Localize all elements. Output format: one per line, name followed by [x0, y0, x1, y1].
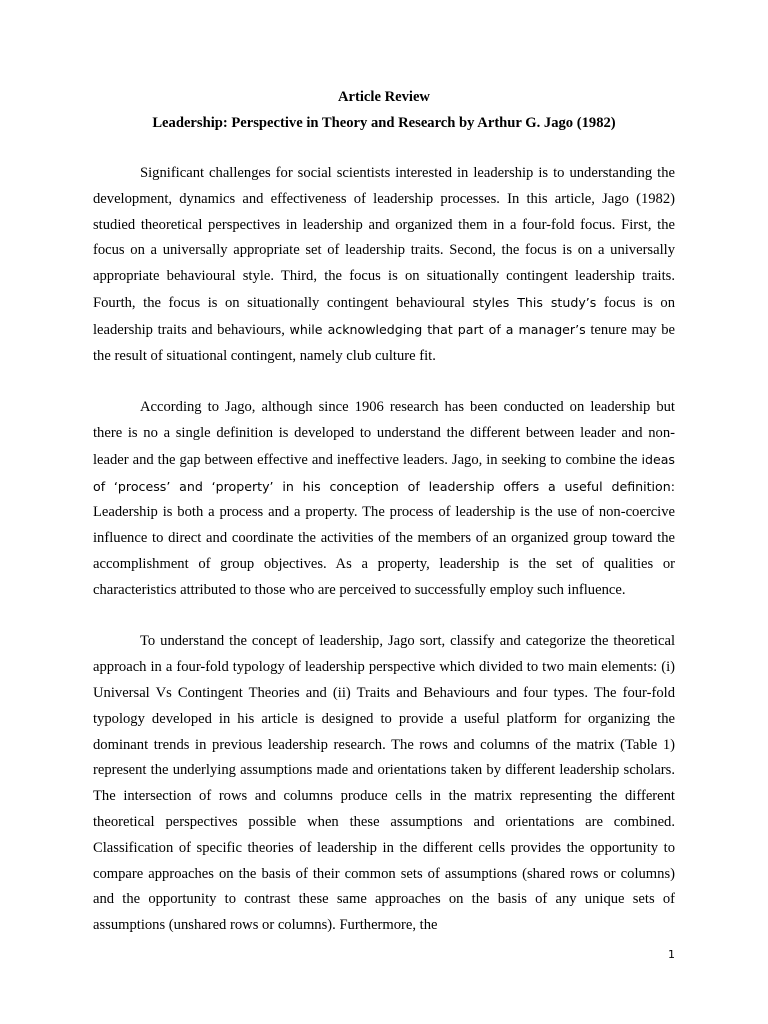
article-body: [93, 161, 675, 939]
paragraph-1-text-a: Significant challenges for social scientists interested in leadership is to understanding the development, dynamics and effectiveness of leadership processes. In this article, Jago (1982) studied theoretical perspectives in leadership and organized them in a four-fold focus. First, the focus on a universally appropriate set of leadership traits. Second, the focus is on a universally appropriate behavioural style. Third, the focus is on situationally contingent leadership traits. Fourth, the focus is on situationally contingent behavioural: [93, 165, 675, 311]
paragraph-1-text-b: styles This study’s: [472, 294, 597, 310]
paragraph-2-text-c: Leadership is both a process and a property. The process of leadership is the use of non-coercive influence to direct and coordinate the activities of the members of an organized group toward the accomplishment of group objectives. As a property, leadership is the set of qualities or characteristics attributed to those who are perceived to successfully employ such influence.: [93, 504, 675, 598]
paragraph-3: [93, 629, 675, 939]
paragraph-3-text-a: To understand the concept of leadership, Jago sort, classify and categorize the theoretical approach in a four-fold typology of leadership perspective which divided to two main elements: (i) Universal Vs Contingent Theories and (ii) Traits and Behaviours and four types. The four-fold typology developed in his article is designed to provide a useful platform for organizing the dominant trends in previous leadership research. The rows and columns of the matrix (Table 1) represent the underlying assumptions made and orientations taken by different leadership scholars. The intersection of rows and columns produce cells in the matrix representing the different theoretical perspectives possible when these assumptions and orientations are combined. Classification of specific theories of leadership in the different cells provides the opportunity to compare approaches on the basis of their common sets of assumptions (shared rows or columns) and the opportunity to contrast these same approaches on the basis of any unique sets of assumptions (unshared rows or columns). Furthermore, the: [93, 633, 675, 934]
paragraph-1-text-c: focus is on leadership traits and behaviours,: [93, 294, 675, 338]
paragraph-1-text-e: tenure may be the result of situational contingent, namely club culture fit.: [93, 321, 676, 364]
page-number: 1: [668, 948, 675, 961]
paragraph-2: [93, 395, 675, 603]
article-subtitle: Leadership: Perspective in Theory and Research by Arthur G. Jago (1982): [152, 115, 616, 131]
paragraph-2-text-b: ideas of ‘process’ and ‘property’ in his conception of leadership offers a useful definition:: [93, 451, 675, 494]
paragraph-1-text-d: while acknowledging that part of a manager’s: [289, 321, 586, 337]
paragraph-2-text-a: According to Jago, although since 1906 research has been conducted on leadership but there is no a single definition is developed to understand the different between leader and non-leader and the gap between effective and ineffective leaders. Jago, in seeking to combine the: [93, 399, 675, 468]
paragraph-1: [93, 161, 675, 369]
article-title: Article Review: [338, 89, 430, 105]
